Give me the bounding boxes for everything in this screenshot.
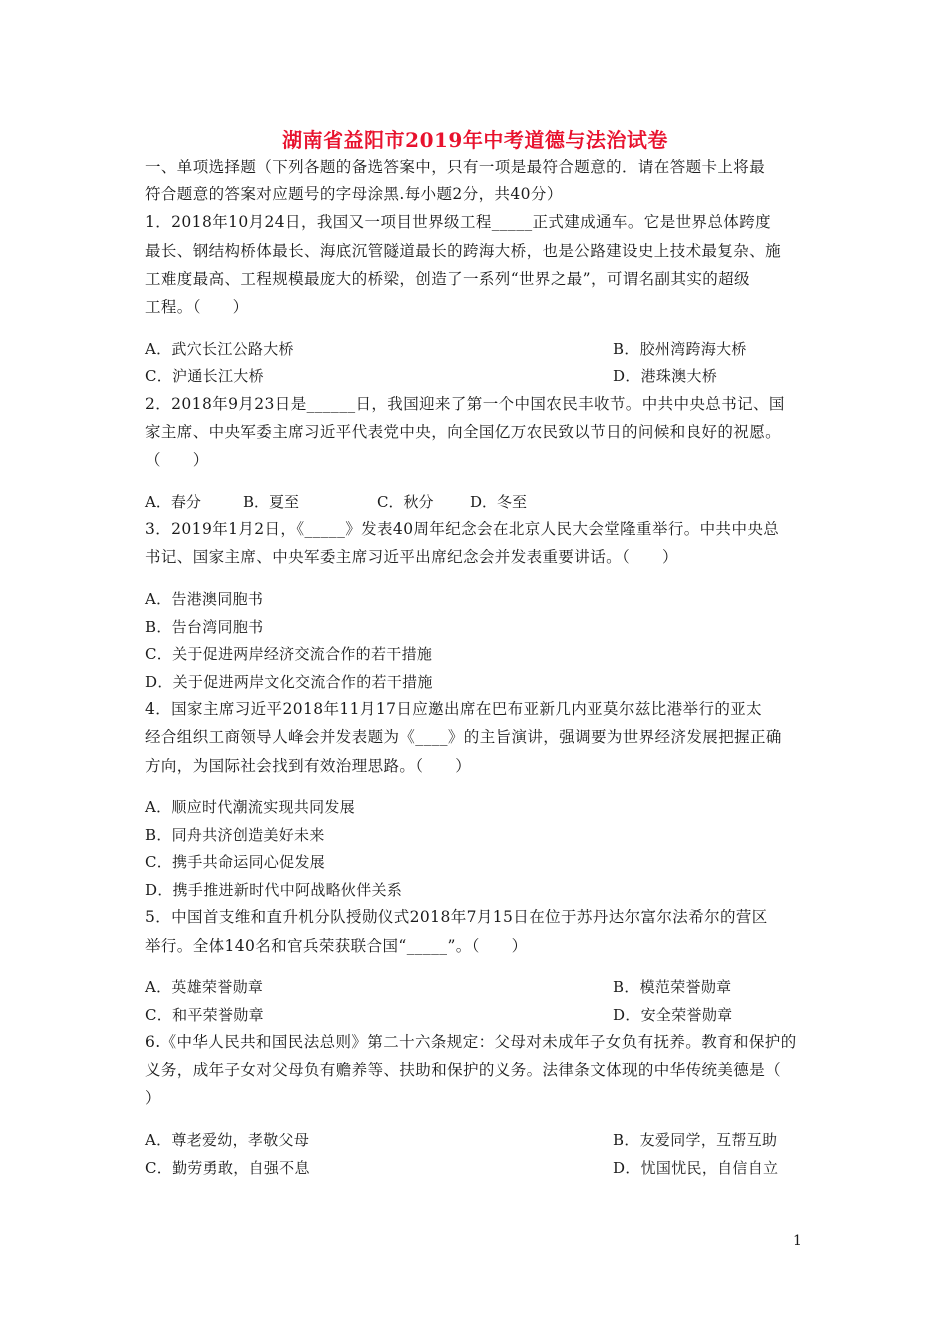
- q5-line1: 5．中国首支维和直升机分队授勋仪式2018年7月15日在位于苏丹达尔富尔法希尔的营区: [145, 908, 768, 926]
- q1-option-c: C．沪通长江大桥: [145, 367, 264, 385]
- q4-option-d: D．携手推进新时代中阿战略伙伴关系: [145, 881, 403, 899]
- q2-option-a: A．春分: [145, 493, 201, 511]
- q3-option-a: A．告港澳同胞书: [145, 590, 264, 608]
- q1-option-d: D．港珠澳大桥: [613, 367, 718, 385]
- q6-line2: 义务，成年子女对父母负有赡养等、扶助和保护的义务。法律条文体现的中华传统美德是（: [145, 1061, 782, 1079]
- q3-option-d: D．关于促进两岸文化交流合作的若干措施: [145, 673, 433, 691]
- q2-option-d: D．冬至: [470, 493, 528, 511]
- q3-option-b: B．告台湾同胞书: [145, 618, 264, 636]
- q6-option-c: C．勤劳勇敢，自强不息: [145, 1159, 310, 1177]
- q1-line1: 1．2018年10月24日，我国又一项目世界级工程_____正式建成通车。它是世界总体跨度: [145, 213, 772, 231]
- q1-line4: 工程。（ ）: [145, 298, 249, 316]
- q3-option-c: C．关于促进两岸经济交流合作的若干措施: [145, 645, 433, 663]
- q1-option-b: B．胶州湾跨海大桥: [613, 340, 747, 358]
- q5-option-b: B．模范荣誉勋章: [613, 978, 732, 996]
- q2-option-b: B．夏至: [243, 493, 300, 511]
- q6-option-d: D．忧国忧民，自信自立: [613, 1159, 779, 1177]
- section-instructions-line2: 符合题意的答案对应题号的字母涂黑.每小题2分，共40分）: [145, 185, 563, 203]
- exam-title: 湖南省益阳市2019年中考道德与法治试卷: [282, 128, 668, 152]
- q4-line2: 经合组织工商领导人峰会并发表题为《____》的主旨演讲，强调要为世界经济发展把握正确: [145, 728, 782, 746]
- q5-option-d: D．安全荣誉勋章: [613, 1006, 733, 1024]
- q5-line2: 举行。全体140名和官兵荣获联合国“_____”。（ ）: [145, 937, 528, 955]
- q4-option-a: A．顺应时代潮流实现共同发展: [145, 798, 356, 816]
- q2-line1: 2．2018年9月23日是______日，我国迎来了第一个中国农民丰收节。中共中央总书记、国: [145, 395, 785, 413]
- q6-line3: ）: [145, 1089, 161, 1107]
- q5-option-a: A．英雄荣誉勋章: [145, 978, 264, 996]
- q1-line3: 工难度最高、工程规模最庞大的桥梁，创造了一系列“世界之最”，可谓名副其实的超级: [145, 270, 750, 288]
- q3-line1: 3．2019年1月2日，《_____》发表40周年纪念会在北京人民大会堂隆重举行。中共中央总: [145, 520, 780, 538]
- q6-option-a: A．尊老爱幼，孝敬父母: [145, 1131, 310, 1149]
- q6-line1: 6.《中华人民共和国民法总则》第二十六条规定：父母对未成年子女负有抚养。教育和保护的: [145, 1033, 797, 1051]
- q1-option-a: A．武穴长江公路大桥: [145, 340, 294, 358]
- q2-option-c: C．秋分: [377, 493, 434, 511]
- page-number: 1: [793, 1233, 802, 1249]
- section-instructions-line1: 一、单项选择题（下列各题的备选答案中，只有一项是最符合题意的．请在答题卡上将最: [145, 158, 766, 176]
- q1-line2: 最长、钢结构桥体最长、海底沉管隧道最长的跨海大桥，也是公路建设史上技术最复杂、施: [145, 242, 782, 260]
- q4-line1: 4．国家主席习近平2018年11月17日应邀出席在巴布亚新几内亚莫尔兹比港举行的亚太: [145, 700, 763, 718]
- q2-line3: （ ）: [145, 451, 209, 469]
- q3-line2: 书记、国家主席、中央军委主席习近平出席纪念会并发表重要讲话。（ ）: [145, 548, 678, 566]
- q4-line3: 方向，为国际社会找到有效治理思路。（ ）: [145, 757, 472, 775]
- q5-option-c: C．和平荣誉勋章: [145, 1006, 264, 1024]
- q6-option-b: B．友爱同学，互帮互助: [613, 1131, 778, 1149]
- q4-option-c: C．携手共命运同心促发展: [145, 853, 326, 871]
- q2-line2: 家主席、中央军委主席习近平代表党中央，向全国亿万农民致以节日的问候和良好的祝愿。: [145, 423, 782, 441]
- q4-option-b: B．同舟共济创造美好未来: [145, 826, 325, 844]
